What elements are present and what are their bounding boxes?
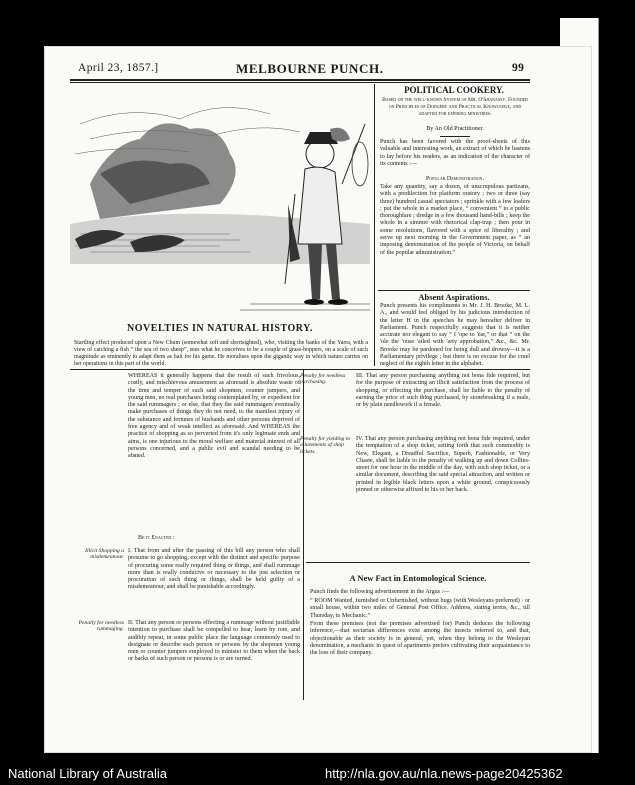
section-rule [70, 369, 530, 370]
whereas-preamble: WHEREAS it generally happens that the result of such frivolous, costly, and mischievous amusement as aforesaid is absolute waste of the time and temper of such said shopmen, counter jumpers, and young men, no real purchases being contemplated by, or expedient for the said rummagers ; or else, that they the said rummagers eventually make purchases of things they do not need, to the manifest injury of the substance and fortunes of husbands and other persons deprived of free agency and of weak intellect as aforesaid. And WHEREAS the practice of shopping as so perverted from it's only legimate ends and aims, is one injurious to the moral welfare and material interest of all persons concerned, and a public evil and scandal needing to be abated. [128, 373, 300, 460]
entomology-title: A New Fact in Entomological Science. [349, 573, 487, 583]
header-title: MELBOURNE PUNCH. [236, 61, 384, 76]
footer-library: National Library of Australia [8, 766, 167, 781]
section-one: I. That from and after the passing of this bill any person who shall presume to go shopping, except with the distinct and specific purpose of procuring some really required thing or things, and shall rummage more than is really conducive or necessary to the just selection or procuration of such thing or things, shall be held guilty of a misdemeanour, and shall be punishable accordingly. [128, 548, 300, 591]
section-four: IV. That any person purchasing anything not bona fide required, under the temptation of a shop ticket, setting forth that such commodity is New, Elegant, a Dreadful Sacrifice, Superb, Fashionable, or Very Chaste, shall be liable to the penalty of walking up and down Collins-street for one hour in the middle of the day, with such shop ticket, or a similar document, describing the said special attraction, and written or printed in legible black letters upon a white ground, conspicuously pinned or otherwise affixed to his or her back. [356, 436, 530, 494]
absent-divider [378, 290, 530, 291]
header-rule-thin [70, 82, 530, 83]
cookery-author: By An Old Practitioner. [426, 126, 484, 132]
absent-body: Punch presents his compliments to Mr. J. H. Brooke, M. L. A., and would feel obliged by his judicious introduction of the letter H in the speeches he may hereafter deliver in Parliament. Punch respectfully suggests that it is neither accurate nor elegant to say “ I 'ope to 'ear,” or that “ on the 'ole the 'ouse 'ailed with 'arty approbation,” &c., &c. Mr. Brooke may be pardoned for being dull and drowsy—it is a Parliamentary privilege ; but there is no excuse for the cruel neglect of the eighth letter in the alphabet. [380, 303, 530, 368]
entomology-advertisement: “ ROOM Wanted, furnished or Unfurnished, without bugs (with Wesleyans preferred) · or small house, within two miles of General Post Office. Address, stating terms, &c., till Thursday, to Mechanic.” [310, 598, 530, 619]
side-note-needless-rummaging: Penalty for needless rummaging. [78, 620, 124, 633]
cookery-title: POLITICAL COOKERY. [404, 85, 504, 95]
side-note-shop-tickets: Penalty for yielding to allurements of shop tickets. [300, 436, 351, 455]
entomology-body: From these premises (not the premises advertised for) Punch deduces the following inference,—that sectarian differences exist among the insects referred to, and that, objectionable as their society is in general, yet, when they belong to the Wesleyan denomination, a mechanic in quest of apartments prefers cultivating their acquaintance to the loss of their company. [310, 621, 530, 657]
column-rule-bottom [303, 370, 304, 700]
column-rule-top [374, 84, 375, 366]
cookery-subtitle: Based on the well-known System of Mr. O'Shanassy. Founded on Principles of Dodgery and Practical Knowledge, and adapted for expiring ministries. [382, 97, 528, 117]
novelties-caption: Startling effect produced upon a New Chum (somewhat soft and shortsighted), who, visiting the banks of the Yarra, with a view of catching a fish “ the sea of two sheep”, sees what he conceives to be a couple of grass-hoppers, on a scale of such magnitude as eminently to adapt them as bait for his game. He moralises upon the gigantic way in which nature carries on her operations in this part of the world. [74, 340, 368, 367]
section-three: III. That any person purchasing anything not bona fide required, but for the purpose of extracting an illicit satisfaction from the process of shopping, or effecting the purchase, shall be liable to the penalty of earning the price of such thing purchased, by stonebreaking if a male, or by plain needlework if a female. [356, 373, 530, 409]
footer-url[interactable]: http://nla.gov.au/nla.news-page20425362 [325, 766, 563, 781]
cookery-intro: Punch has been favored with the proof-sheets of this valuable and interesting work, an extract of which he hastens to lay before his readers, as an indication of the character of its contents :— [380, 139, 530, 167]
header-date: April 23, 1857.] [78, 62, 159, 74]
absent-title: Absent Aspirations. [418, 292, 490, 302]
cookery-divider [440, 136, 470, 137]
cookery-demo-heading: Popular Demonstration. [426, 176, 484, 182]
entomology-divider [306, 562, 530, 563]
side-note-illicit-shopping: Illicit Shopping a misdemeanour. [85, 548, 124, 561]
enacted-heading: Be it Enacted : [138, 535, 175, 541]
footer-bar [0, 760, 635, 785]
cookery-recipe: Take any quantity, say a dozen, of unscrupulous partizans, with a predilection for platform oratory ; two or three (say three) hundred casual spectators ; sprinkle with a few loafers ; put the whole in a market place, “ convenient ” to a public thoroughfare ; dredge in a few thousand hand-bills ; keep the whole in a simmer with rhetorical clap-trap ; then pour in some resolutions, flavored with a spice of liberality ; and serve up next morning in the Government paper, as “ an imposing demonstration of the people of Victoria, on behalf of the popular administration.” [380, 184, 530, 256]
cartoon-illustration [70, 84, 370, 316]
section-two: II. That any person or persons effecting a rummage without justifiable intention to purchase shall be compelled to hear, learn by rote, and audibly repeat, in some public place the language commonly used to designate or describe such person or persons by the shopmen young men or counter jumpers employed to minister to them when the back or backs of such person or persons is or are turned. [128, 620, 300, 663]
entomology-intro: Punch finds the following advertisement in the Argus :— [310, 589, 450, 595]
header-rule [70, 79, 530, 81]
side-note-needless-purchasing: Penalty for needless purchasing. [300, 373, 346, 386]
novelties-title: NOVELTIES IN NATURAL HISTORY. [127, 323, 313, 334]
header-page-number: 99 [512, 62, 525, 74]
